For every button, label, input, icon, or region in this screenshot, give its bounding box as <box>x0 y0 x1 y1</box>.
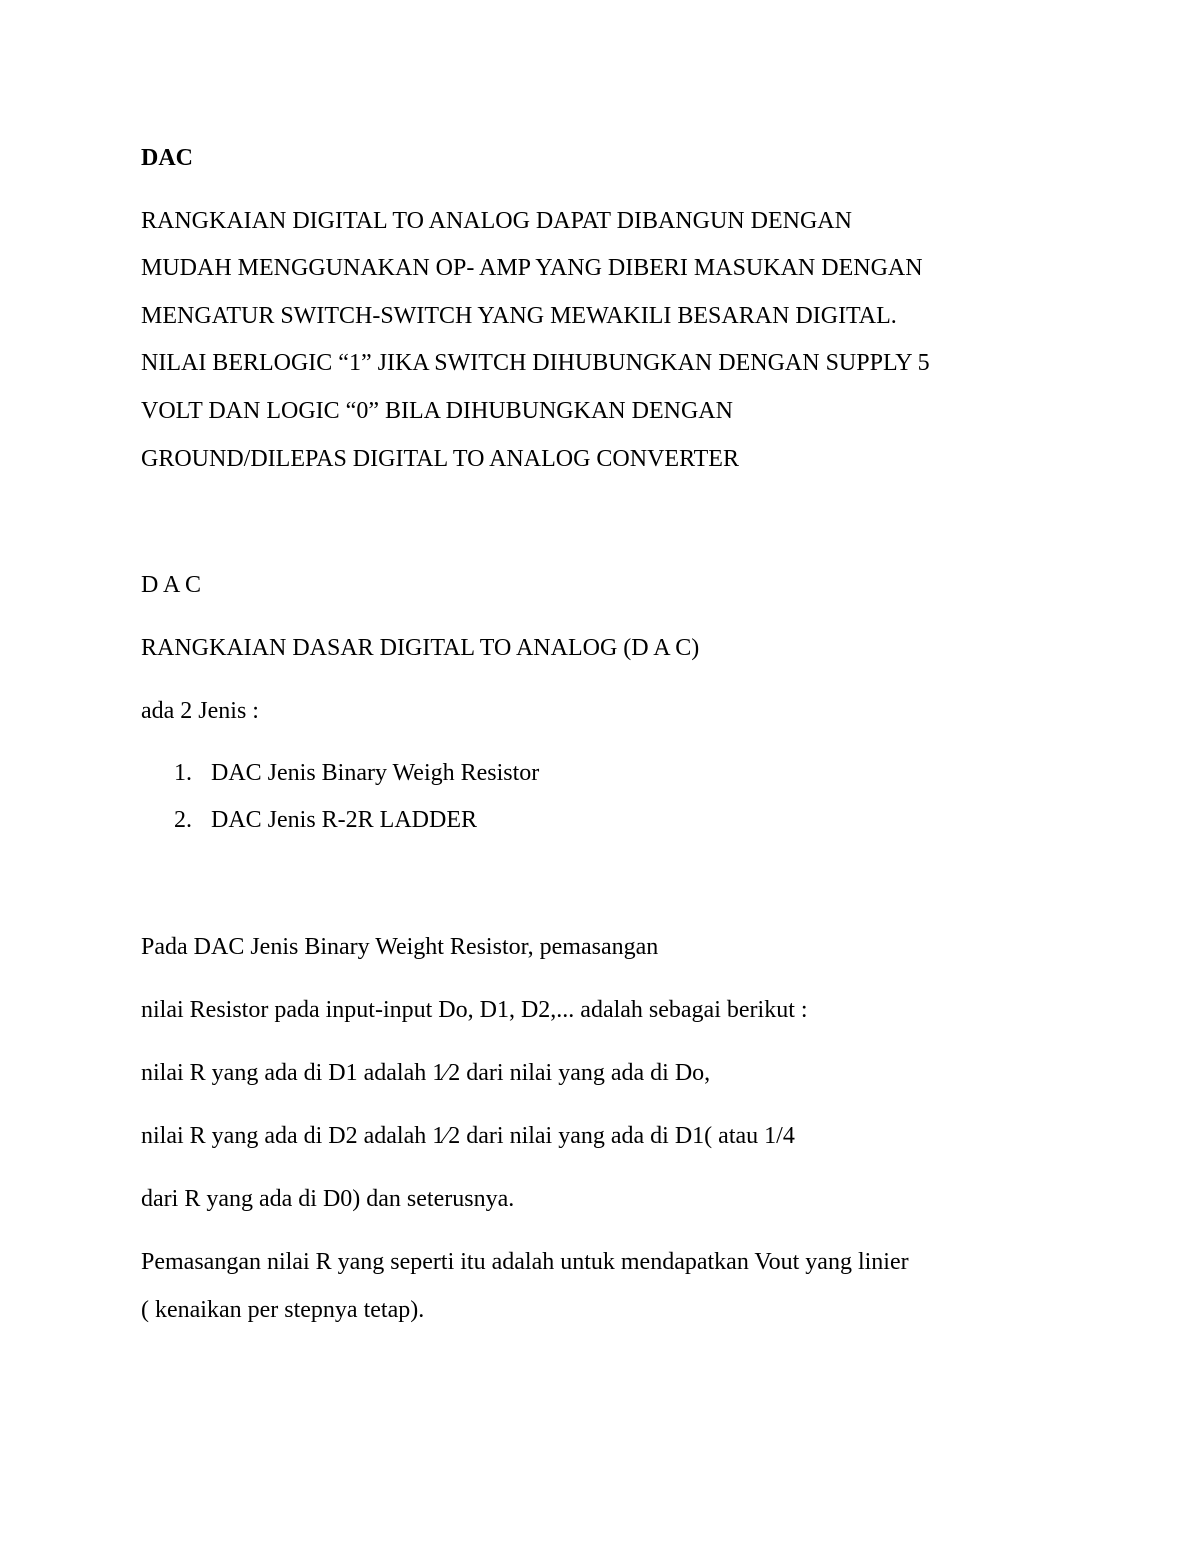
intro-line-1: RANGKAIAN DIGITAL TO ANALOG DAPAT DIBANGUN DENGAN <box>141 208 852 234</box>
intro-line-4: NILAI BERLOGIC “1” JIKA SWITCH DIHUBUNGKAN DENGAN SUPPLY 5 <box>141 350 930 376</box>
body-line-5: dari R yang ada di D0) dan seterusnya. <box>141 1186 515 1212</box>
list-item <box>174 758 539 788</box>
list-number: 1. <box>174 760 192 786</box>
body-line-1: Pada DAC Jenis Binary Weight Resistor, pemasangan <box>141 934 659 960</box>
section2-title: D A C <box>141 572 202 598</box>
intro-line-2: MUDAH MENGGUNAKAN OP- AMP YANG DIBERI MASUKAN DENGAN <box>141 255 923 281</box>
intro-line-3: MENGATUR SWITCH-SWITCH YANG MEWAKILI BESARAN DIGITAL. <box>141 303 897 329</box>
list-text: DAC Jenis R-2R LADDER <box>211 807 478 833</box>
body-line-4: nilai R yang ada di D2 adalah 1⁄2 dari nilai yang ada di D1( atau 1/4 <box>141 1123 795 1149</box>
body-line-2: nilai Resistor pada input-input Do, D1, D2,... adalah sebagai berikut : <box>141 997 808 1023</box>
list-number: 2. <box>174 807 192 833</box>
types-intro: ada 2 Jenis : <box>141 698 259 724</box>
list-item <box>174 805 477 835</box>
body-line-3: nilai R yang ada di D1 adalah 1⁄2 dari nilai yang ada di Do, <box>141 1060 711 1086</box>
list-text: DAC Jenis Binary Weigh Resistor <box>211 760 540 786</box>
body-line-6: Pemasangan nilai R yang seperti itu adalah untuk mendapatkan Vout yang linier <box>141 1249 909 1275</box>
section2-subtitle: RANGKAIAN DASAR DIGITAL TO ANALOG (D A C) <box>141 635 700 661</box>
document-title: DAC <box>141 145 193 171</box>
intro-line-5: VOLT DAN LOGIC “0” BILA DIHUBUNGKAN DENGAN <box>141 398 733 424</box>
intro-line-6: GROUND/DILEPAS DIGITAL TO ANALOG CONVERTER <box>141 446 739 472</box>
body-line-7: ( kenaikan per stepnya tetap). <box>141 1297 425 1323</box>
